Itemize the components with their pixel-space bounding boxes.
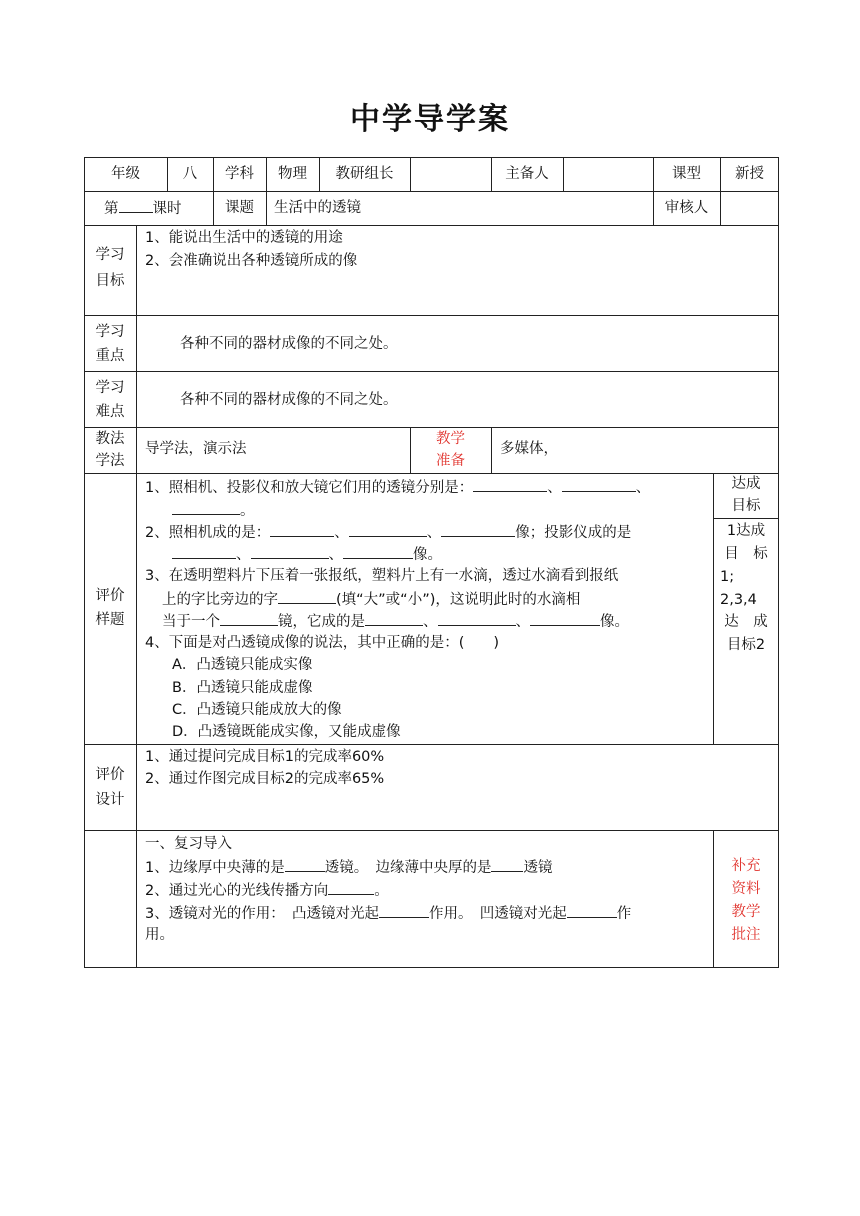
target-line: 1;: [720, 569, 735, 585]
question-2: [145, 521, 631, 545]
target-line: 目 标: [724, 546, 768, 562]
difficulties-label-1: 学习: [95, 380, 125, 396]
question-4: 4、下面是对凸透镜成像的说法，其中正确的是：( ): [145, 635, 500, 651]
lesson-number: [104, 197, 182, 221]
q4-option-c: C．凸透镜只能成放大的像: [172, 702, 342, 718]
subject-label: 学科: [225, 166, 254, 182]
review-text: 作用。 凹透镜对光起: [428, 906, 567, 922]
answer-blank: [473, 476, 547, 492]
prep-value: 多媒体，: [500, 441, 558, 457]
answer-blank: [220, 610, 278, 626]
review-line-3: [145, 902, 631, 926]
q3-sep: 、: [515, 614, 530, 630]
q4-option-a: A．凸透镜只能成实像: [172, 657, 313, 673]
q2-end: 像。: [413, 547, 442, 563]
q3-end: 像。: [600, 614, 629, 630]
review-text: 。: [374, 883, 389, 899]
review-line-1: [145, 856, 552, 880]
review-line-3-cont: 用。: [145, 927, 174, 943]
goal-line-2: 2、会准确说出各种透镜所成的像: [145, 253, 358, 269]
answer-blank: [438, 610, 516, 626]
review-heading: 一、复习导入: [145, 836, 232, 852]
answer-blank: [562, 476, 636, 492]
lesson-prefix: 第: [104, 201, 119, 217]
q3-sep: 、: [423, 614, 438, 630]
review-text: 2、通过光心的光线传播方向: [145, 883, 329, 899]
answer-blank: [278, 588, 336, 604]
col-divider: [491, 427, 492, 473]
target-header-1: 达成: [731, 476, 761, 492]
answer-blank: [441, 521, 515, 537]
side-note: 资料: [731, 881, 761, 897]
type-value: 新授: [735, 166, 764, 182]
q2-sep: 、: [426, 525, 442, 541]
target-line: 达 成: [724, 614, 768, 630]
methods-value: 导学法，演示法: [145, 441, 247, 457]
reviewer-label: 审核人: [664, 200, 709, 216]
type-label: 课型: [672, 166, 701, 182]
grade-value: 八: [182, 166, 198, 182]
answer-blank: [491, 856, 523, 872]
key-points-label-1: 学习: [95, 324, 125, 340]
col-divider: [410, 157, 411, 191]
target-header-2: 目标: [731, 498, 761, 514]
answer-blank: [172, 499, 240, 515]
answer-blank: [251, 543, 329, 559]
question-3-cont: [162, 588, 580, 612]
methods-label-2: 学法: [95, 453, 125, 469]
leader-label: 教研组长: [335, 166, 394, 182]
q1-end: 。: [240, 503, 255, 519]
review-text: 1、边缘厚中央薄的是: [145, 860, 285, 876]
review-line-2: [145, 879, 389, 903]
topic-label: 课题: [225, 200, 254, 216]
methods-label-1: 教法: [95, 431, 125, 447]
q2-sep: 、: [236, 547, 251, 563]
col-divider: [266, 191, 267, 225]
answer-blank: [172, 543, 236, 559]
row-divider: [84, 473, 779, 474]
side-note: 教学: [731, 904, 761, 920]
design-label-2: 设计: [95, 792, 125, 808]
q3-text: (填“大”或“小”)，这说明此时的水滴相: [336, 592, 581, 608]
review-text: 透镜: [523, 860, 553, 876]
prep-label-1: 教学: [436, 431, 465, 447]
side-note: 批注: [731, 927, 761, 943]
design-label-1: 评价: [95, 767, 125, 783]
lesson-number-blank: [119, 197, 153, 213]
question-1: [145, 476, 650, 500]
col-divider: [563, 157, 564, 191]
answer-blank: [270, 521, 334, 537]
row-divider: [84, 371, 779, 372]
review-text: 3、透镜对光的作用： 凸透镜对光起: [145, 906, 379, 922]
question-3-cont2: [162, 610, 629, 634]
key-points-label-2: 重点: [95, 348, 125, 364]
answer-blank: [285, 856, 325, 872]
answer-blank: [343, 543, 413, 559]
answer-blank: [530, 610, 600, 626]
label-col-divider: [136, 225, 137, 968]
q3-text: 镜，它成的是: [278, 614, 365, 630]
answer-blank: [567, 902, 617, 918]
answer-blank: [328, 879, 374, 895]
subject-value: 物理: [278, 166, 307, 182]
topic-value: 生活中的透镜: [274, 200, 361, 216]
lesson-suffix: 课时: [152, 201, 182, 217]
goals-label-2: 目标: [95, 273, 125, 289]
design-line-2: 2、通过作图完成目标2的完成率65%: [145, 771, 385, 787]
q1-sep: 、: [547, 480, 562, 496]
review-text: 透镜。 边缘薄中央厚的是: [324, 860, 492, 876]
question-1-cont: [172, 499, 255, 523]
prep-label-2: 准备: [436, 453, 465, 469]
q2-sep: 、: [328, 547, 343, 563]
goal-line-1: 1、能说出生活中的透镜的用途: [145, 230, 343, 246]
row-divider: [84, 191, 779, 192]
q3-text: 当于一个: [162, 614, 220, 630]
side-header-divider: [713, 518, 779, 519]
row-divider: [84, 744, 779, 745]
col-divider: [720, 191, 721, 225]
key-points-text: 各种不同的器材成像的不同之处。: [180, 336, 398, 352]
row-divider: [84, 830, 779, 831]
goals-label-1: 学习: [95, 247, 125, 263]
review-text: 作: [616, 906, 632, 922]
preparer-label: 主备人: [505, 166, 549, 182]
q3-text: 上的字比旁边的字: [162, 592, 278, 608]
answer-blank: [349, 521, 427, 537]
target-line: 目标2: [726, 637, 766, 653]
samples-label-1: 评价: [95, 588, 125, 604]
q4-option-b: B．凸透镜只能成虚像: [172, 680, 313, 696]
answer-blank: [379, 902, 429, 918]
target-line: 1达成: [726, 523, 766, 539]
grade-label: 年级: [111, 166, 140, 182]
q1-text: 1、照相机、投影仪和放大镜它们用的透镜分别是：: [145, 480, 474, 496]
design-line-1: 1、通过提问完成目标1的完成率60%: [145, 749, 385, 765]
side-note: 补充: [731, 858, 761, 874]
difficulties-text: 各种不同的器材成像的不同之处。: [180, 392, 398, 408]
q2-text: 2、照相机成的是：: [145, 525, 271, 541]
q2-text: 像；投影仪成的是: [515, 525, 632, 541]
row-divider: [84, 315, 779, 316]
difficulties-label-2: 难点: [95, 404, 125, 420]
page-title: 中学导学案: [350, 102, 510, 137]
q2-sep: 、: [334, 525, 349, 541]
q1-sep: 、: [635, 480, 651, 496]
q4-option-d: D．凸透镜既能成实像，又能成虚像: [172, 724, 401, 740]
question-2-cont: [172, 543, 442, 567]
samples-label-2: 样题: [95, 612, 125, 628]
answer-blank: [365, 610, 423, 626]
question-3: 3、在透明塑料片下压着一张报纸，塑料片上有一水滴，透过水滴看到报纸: [145, 568, 619, 584]
target-line: 2,3,4: [720, 592, 757, 608]
row-divider: [84, 225, 779, 226]
